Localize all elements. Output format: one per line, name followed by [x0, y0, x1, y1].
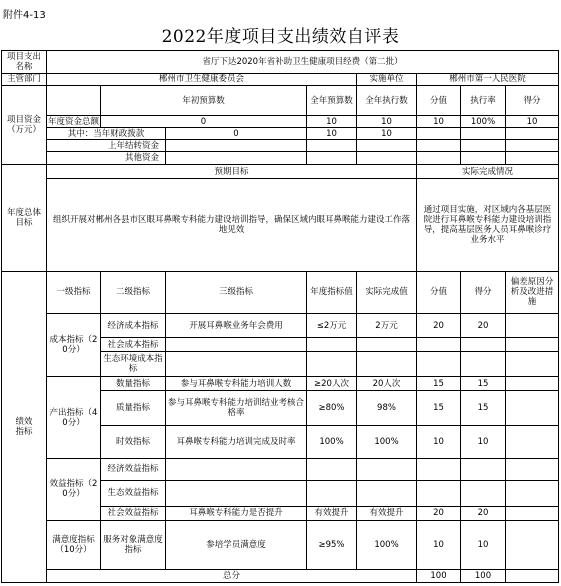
indicator-actual — [357, 458, 417, 480]
funds-row-budget — [307, 140, 357, 152]
indicator-deviation — [506, 458, 559, 480]
indicator-deviation — [506, 352, 559, 377]
goals-actual-header: 实际完成情况 — [417, 165, 559, 179]
department-value: 郴州市卫生健康委员会 — [47, 73, 357, 85]
funds-row-initial — [166, 140, 307, 152]
goals-expected-header: 预期目标 — [47, 165, 417, 179]
indicator-score — [417, 338, 461, 352]
indicator-actual: 100% — [357, 426, 417, 459]
indicator-score — [417, 458, 461, 480]
indicator-level2: 社会效益指标 — [101, 506, 166, 520]
indicator-target — [307, 458, 357, 480]
indicator-level2: 数量指标 — [101, 377, 166, 391]
indicator-score: 20 — [417, 506, 461, 520]
indicator-level3: 参与耳鼻喉专科能力培训人数 — [166, 377, 307, 391]
funds-row-points — [506, 140, 559, 152]
total-deviation — [506, 569, 559, 582]
indicators-header-deviation: 偏差原因分析及改进措施 — [506, 271, 559, 313]
funds-row-budget: 10 — [307, 116, 357, 128]
indicator-target — [307, 480, 357, 506]
indicator-points: 10 — [461, 426, 506, 459]
indicator-level3 — [166, 480, 307, 506]
group-cost: 成本指标（20分） — [47, 314, 101, 377]
funds-row-exec: 10 — [357, 116, 417, 128]
funds-header-points: 得分 — [506, 85, 559, 115]
indicator-deviation — [506, 506, 559, 520]
funds-header-blank — [47, 85, 101, 115]
indicator-actual — [357, 338, 417, 352]
impl-unit-label: 实施单位 — [357, 73, 417, 85]
funds-row-rate — [461, 128, 506, 140]
project-name-label: 项目支出名称 — [2, 51, 47, 74]
indicator-score — [417, 480, 461, 506]
total-score: 100 — [417, 569, 461, 582]
indicator-target: ≤2万元 — [307, 314, 357, 338]
performance-table — [1, 50, 559, 583]
indicator-level2: 服务对象满意度指标 — [101, 520, 166, 569]
indicator-actual: 有效提升 — [357, 506, 417, 520]
indicator-level2: 经济成本指标 — [101, 314, 166, 338]
indicator-deviation — [506, 314, 559, 338]
goals-label: 年度总体目标 — [2, 165, 47, 272]
funds-row-rate: 100% — [461, 116, 506, 128]
funds-row-name: 其中：当年财政拨款 — [47, 128, 166, 140]
indicator-target: ≥80% — [307, 391, 357, 426]
total-label: 总分 — [47, 569, 417, 582]
indicators-header-level2: 二级指标 — [101, 271, 166, 313]
funds-row-initial: 0 — [166, 128, 307, 140]
indicator-target: 100% — [307, 426, 357, 459]
indicator-deviation — [506, 338, 559, 352]
funds-row-name: 上年结转资金 — [47, 140, 166, 152]
indicator-target: 有效提升 — [307, 506, 357, 520]
indicator-score: 15 — [417, 377, 461, 391]
funds-row-exec: 10 — [357, 128, 417, 140]
indicators-header-points: 得分 — [461, 271, 506, 313]
indicator-level3 — [166, 458, 307, 480]
indicator-target — [307, 338, 357, 352]
indicators-header-actual: 实际完成值 — [357, 271, 417, 313]
indicator-level3: 开展耳鼻喉业务年会费用 — [166, 314, 307, 338]
attachment-label: 附件4-13 — [3, 10, 46, 21]
indicators-header-level1: 一级指标 — [47, 271, 101, 313]
indicator-score: 10 — [417, 520, 461, 569]
goals-actual-text: 通过项目实施，对区域内各基层医院进行耳鼻喉专科能力建设培训指导，提高基层医务人员耳鼻喉诊疗业务水平 — [417, 179, 559, 271]
indicator-target — [307, 352, 357, 377]
funds-row-exec — [357, 152, 417, 165]
funds-row-name: 其他资金 — [47, 152, 166, 165]
indicator-level2: 社会成本指标 — [101, 338, 166, 352]
indicator-deviation — [506, 520, 559, 569]
funds-row-budget — [307, 152, 357, 165]
indicators-section-label: 绩效指标 — [2, 271, 47, 582]
page-title: 2022年度项目支出绩效自评表 — [161, 27, 400, 47]
impl-unit-value: 郴州市第一人民医院 — [417, 73, 559, 85]
funds-row-points — [506, 152, 559, 165]
indicator-points: 15 — [461, 391, 506, 426]
indicator-level3: 参培学员满意度 — [166, 520, 307, 569]
funds-header-annual-budget: 全年预算数 — [307, 85, 357, 115]
indicator-deviation — [506, 391, 559, 426]
indicator-actual: 2万元 — [357, 314, 417, 338]
funds-row-initial: 0 — [101, 116, 307, 128]
project-name-value: 省厅下达2020年省补助卫生健康项目经费（第二批） — [47, 51, 559, 74]
indicator-deviation — [506, 426, 559, 459]
funds-header-annual-exec: 全年执行数 — [357, 85, 417, 115]
group-benefit: 效益指标（20分） — [47, 458, 101, 520]
indicator-actual — [357, 352, 417, 377]
indicators-header-score: 分值 — [417, 271, 461, 313]
indicator-deviation — [506, 480, 559, 506]
indicator-level3: 耳鼻喉专科能力是否提升 — [166, 506, 307, 520]
indicator-points — [461, 480, 506, 506]
indicator-score: 10 — [417, 426, 461, 459]
funds-row-rate — [461, 140, 506, 152]
indicator-points — [461, 338, 506, 352]
department-label: 主管部门 — [2, 73, 47, 85]
funds-row-points: 10 — [506, 116, 559, 128]
funds-row-points — [506, 128, 559, 140]
funds-header-rate: 执行率 — [461, 85, 506, 115]
indicator-deviation — [506, 377, 559, 391]
indicator-target: ≥20人次 — [307, 377, 357, 391]
indicator-actual: 100% — [357, 520, 417, 569]
indicator-actual — [357, 480, 417, 506]
indicator-points: 20 — [461, 506, 506, 520]
funds-row-name: 年度资金总额 — [48, 116, 100, 127]
funds-row-score — [417, 152, 461, 165]
indicator-level2: 生态环境成本指标 — [101, 352, 166, 377]
indicator-level3 — [166, 338, 307, 352]
indicator-score: 15 — [417, 391, 461, 426]
funds-row-initial — [166, 152, 307, 165]
funds-row-score — [417, 140, 461, 152]
indicator-level2: 生态效益指标 — [101, 480, 166, 506]
indicator-level3 — [166, 352, 307, 377]
group-satisfaction: 满意度指标（10分） — [47, 520, 101, 569]
funds-header-score: 分值 — [417, 85, 461, 115]
funds-row-rate — [461, 152, 506, 165]
indicators-header-level3: 三级指标 — [166, 271, 307, 313]
goals-expected-text: 组织开展对郴州各县市区眼耳鼻喉专科能力建设培训指导，确保区域内眼耳鼻喉能力建设工作落地见效 — [47, 179, 417, 271]
indicator-points: 20 — [461, 314, 506, 338]
funds-row-score — [417, 128, 461, 140]
indicator-level2: 时效指标 — [101, 426, 166, 459]
funds-row-budget: 10 — [307, 128, 357, 140]
group-output: 产出指标（40分） — [47, 377, 101, 459]
indicator-points — [461, 352, 506, 377]
indicator-score — [417, 352, 461, 377]
funds-header-initial: 年初预算数 — [101, 85, 307, 115]
indicator-points: 15 — [461, 377, 506, 391]
indicator-points: 10 — [461, 520, 506, 569]
indicator-points — [461, 458, 506, 480]
indicator-score: 20 — [417, 314, 461, 338]
indicator-actual: 98% — [357, 391, 417, 426]
indicator-level3: 耳鼻喉专科能力培训完成及时率 — [166, 426, 307, 459]
funds-row-score: 10 — [417, 116, 461, 128]
indicator-level2: 经济效益指标 — [101, 458, 166, 480]
funds-row-exec — [357, 140, 417, 152]
total-points: 100 — [461, 569, 506, 582]
indicator-level2: 质量指标 — [101, 391, 166, 426]
indicators-header-target: 年度指标值 — [307, 271, 357, 313]
indicator-target: ≥95% — [307, 520, 357, 569]
indicator-actual: 20人次 — [357, 377, 417, 391]
funds-label: 项目资金（万元） — [2, 85, 47, 164]
indicator-level3: 参与耳鼻喉专科能力培训结业考核合格率 — [166, 391, 307, 426]
